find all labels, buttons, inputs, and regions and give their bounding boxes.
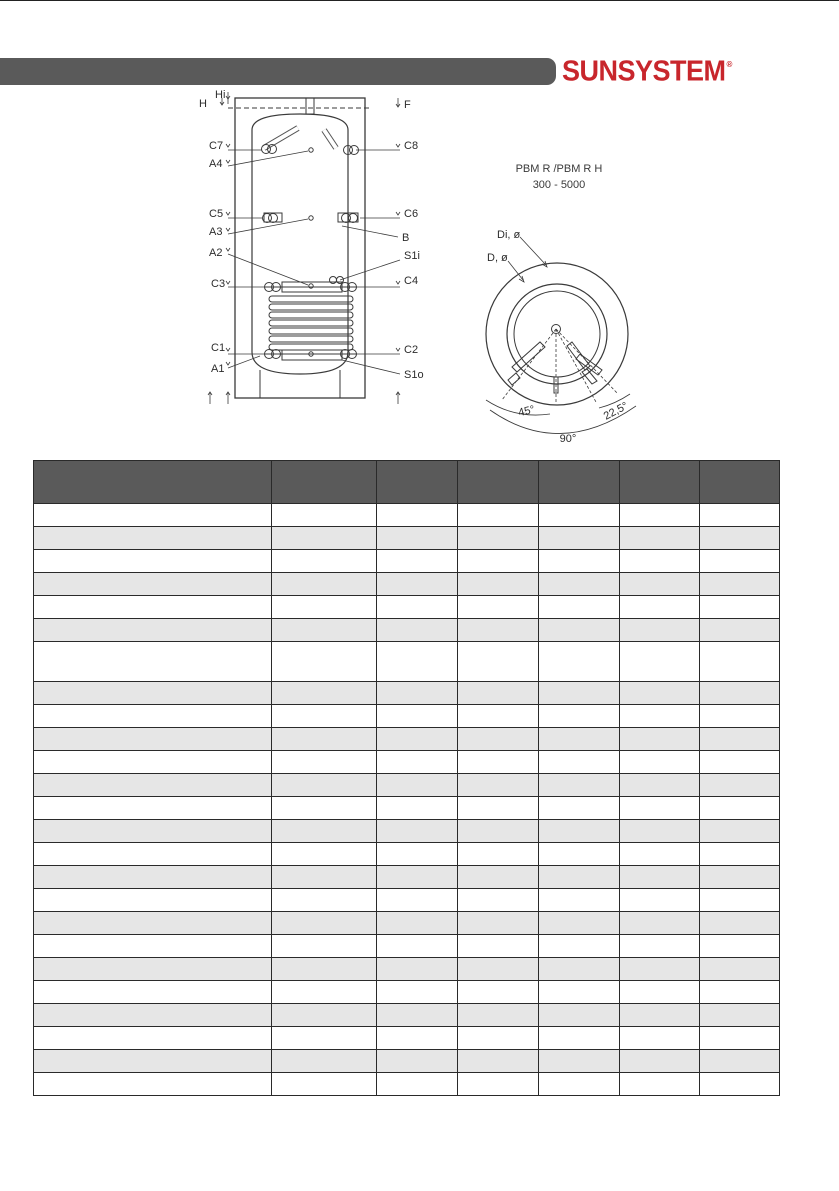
table-cell (620, 797, 700, 820)
table-cell (620, 820, 700, 843)
table-cell (700, 682, 780, 705)
table-cell (458, 820, 539, 843)
table-cell (34, 728, 272, 751)
table-cell (539, 682, 620, 705)
table-cell (34, 958, 272, 981)
table-row (34, 1004, 780, 1027)
table-cell (458, 504, 539, 527)
table-cell (700, 642, 780, 682)
table-cell (620, 682, 700, 705)
table-row (34, 774, 780, 797)
table-cell (700, 1073, 780, 1096)
table-row (34, 1073, 780, 1096)
table-cell (539, 1050, 620, 1073)
table-cell (539, 912, 620, 935)
table-cell (34, 797, 272, 820)
table-cell (539, 958, 620, 981)
table-cell (539, 797, 620, 820)
table-cell (34, 751, 272, 774)
table-cell (377, 527, 458, 550)
table-cell (272, 728, 377, 751)
table-row (34, 912, 780, 935)
table-cell (620, 642, 700, 682)
table-row (34, 682, 780, 705)
table-body (34, 504, 780, 1096)
table-cell (700, 1050, 780, 1073)
table-cell (700, 1004, 780, 1027)
table-cell (272, 642, 377, 682)
top-view-pipes (508, 342, 602, 393)
tank-top-view (486, 163, 636, 445)
specification-table (33, 460, 780, 1096)
table-cell (34, 935, 272, 958)
label-a4: A4 (209, 158, 223, 170)
pipe-c8 (324, 130, 359, 155)
angle-construction-lines (502, 329, 618, 402)
label-a2: A2 (209, 247, 223, 259)
table-cell (458, 935, 539, 958)
table-cell (539, 705, 620, 728)
table-row (34, 1050, 780, 1073)
table-cell (34, 705, 272, 728)
table-cell (700, 596, 780, 619)
table-cell (539, 774, 620, 797)
inner-diameter-circle (507, 284, 607, 384)
table-cell (458, 550, 539, 573)
table-cell (377, 682, 458, 705)
table-row (34, 981, 780, 1004)
table-cell (458, 774, 539, 797)
table-cell (272, 1004, 377, 1027)
table-cell (539, 866, 620, 889)
table-cell (272, 820, 377, 843)
table-cell (539, 619, 620, 642)
table-cell (620, 1073, 700, 1096)
table-cell (620, 550, 700, 573)
table-cell (620, 958, 700, 981)
table-cell (272, 705, 377, 728)
table-row (34, 619, 780, 642)
brand-name: SUNSYSTEM (562, 55, 726, 87)
table-cell (700, 958, 780, 981)
table-cell (620, 774, 700, 797)
table-cell (272, 619, 377, 642)
table-cell (458, 1050, 539, 1073)
table-cell (272, 751, 377, 774)
table-row (34, 642, 780, 682)
table-cell (272, 550, 377, 573)
table-cell (272, 504, 377, 527)
table-cell (272, 935, 377, 958)
table-cell (377, 728, 458, 751)
table-cell (458, 619, 539, 642)
table-cell (458, 642, 539, 682)
table-cell (377, 889, 458, 912)
table-cell (458, 596, 539, 619)
label-c3: C3 (211, 278, 226, 290)
table-cell (377, 705, 458, 728)
table-cell (34, 889, 272, 912)
top-outlet (306, 98, 314, 114)
brand-registered-mark: ® (726, 59, 732, 69)
table-cell (620, 1050, 700, 1073)
table-row (34, 573, 780, 596)
table-cell (272, 866, 377, 889)
table-cell (377, 843, 458, 866)
table-cell (458, 981, 539, 1004)
heat-exchanger-coil (264, 277, 357, 361)
table-cell (272, 1073, 377, 1096)
table-cell (272, 682, 377, 705)
diameter-leaders (508, 237, 547, 282)
table-cell (34, 981, 272, 1004)
table-cell (539, 550, 620, 573)
table-cell (620, 843, 700, 866)
table-row (34, 935, 780, 958)
table-cell (620, 751, 700, 774)
header-cell (34, 461, 272, 504)
header-cell (377, 461, 458, 504)
table-cell (458, 1004, 539, 1027)
table-cell (34, 642, 272, 682)
dimension-arrows (208, 92, 400, 404)
table-row (34, 1027, 780, 1050)
table-row (34, 596, 780, 619)
table-cell (620, 728, 700, 751)
table-cell (272, 912, 377, 935)
table-cell (700, 843, 780, 866)
label-c6: C6 (404, 208, 419, 220)
label-b: B (402, 232, 410, 244)
table-cell (377, 596, 458, 619)
header-cell (458, 461, 539, 504)
label-a3: A3 (209, 226, 223, 238)
sensor-a4 (309, 148, 313, 152)
table-row (34, 527, 780, 550)
table-cell (539, 596, 620, 619)
label-c2: C2 (404, 344, 419, 356)
table-row (34, 728, 780, 751)
table-cell (34, 774, 272, 797)
vessel-wall-circle (514, 291, 600, 377)
table-cell (700, 504, 780, 527)
table-cell (539, 981, 620, 1004)
label-c1: C1 (211, 342, 226, 354)
table-cell (458, 889, 539, 912)
table-cell (539, 1004, 620, 1027)
label-c8: C8 (404, 140, 419, 152)
label-s1o: S1o (404, 369, 424, 381)
table-cell (700, 728, 780, 751)
table-row (34, 550, 780, 573)
table-cell (700, 573, 780, 596)
top-rule (0, 0, 839, 1)
label-c4: C4 (404, 275, 419, 287)
table-cell (377, 1073, 458, 1096)
label-c7: C7 (209, 140, 224, 152)
header-cell (539, 461, 620, 504)
table-cell (620, 1004, 700, 1027)
table-cell (377, 751, 458, 774)
table-cell (458, 843, 539, 866)
table-cell (272, 1050, 377, 1073)
label-c5: C5 (209, 208, 224, 220)
label-angle-90: 90° (559, 433, 577, 445)
table-cell (620, 935, 700, 958)
top-view-model-line: PBM R /PBM R H (515, 163, 603, 175)
table-cell (620, 527, 700, 550)
label-hi: Hi (215, 89, 226, 101)
table-cell (458, 797, 539, 820)
table-row (34, 751, 780, 774)
table-cell (539, 843, 620, 866)
label-di-diameter: Di, ø (497, 229, 521, 241)
table-cell (539, 573, 620, 596)
table-cell (539, 935, 620, 958)
brand-logo (562, 55, 732, 88)
table-cell (377, 912, 458, 935)
table-cell (539, 527, 620, 550)
table-cell (458, 1027, 539, 1050)
label-h: H (199, 98, 207, 110)
table-cell (377, 981, 458, 1004)
table-cell (34, 596, 272, 619)
table-row (34, 797, 780, 820)
table-cell (377, 1027, 458, 1050)
table-cell (272, 889, 377, 912)
table-cell (700, 981, 780, 1004)
table-cell (458, 705, 539, 728)
table-cell (377, 797, 458, 820)
table-cell (34, 550, 272, 573)
table-cell (377, 866, 458, 889)
table-cell (458, 573, 539, 596)
table-cell (700, 550, 780, 573)
table-cell (34, 912, 272, 935)
table-header-row (34, 461, 780, 504)
table-cell (700, 889, 780, 912)
table-cell (377, 1004, 458, 1027)
technical-drawing (190, 84, 650, 456)
table-cell (377, 619, 458, 642)
table-cell (700, 774, 780, 797)
table-cell (377, 958, 458, 981)
table-cell (539, 820, 620, 843)
table-cell (620, 889, 700, 912)
table-cell (539, 889, 620, 912)
table-cell (34, 820, 272, 843)
table-cell (377, 573, 458, 596)
table-cell (700, 751, 780, 774)
table-cell (620, 596, 700, 619)
top-view-range: 300 - 5000 (532, 179, 586, 191)
pipe-c7 (262, 128, 299, 154)
table-cell (34, 866, 272, 889)
table-cell (620, 504, 700, 527)
table-cell (34, 1027, 272, 1050)
table-cell (34, 504, 272, 527)
table-row (34, 866, 780, 889)
table-cell (539, 1073, 620, 1096)
table-cell (700, 797, 780, 820)
table-cell (539, 504, 620, 527)
tank-front-view (199, 89, 424, 404)
label-f: F (404, 99, 411, 111)
label-angle-45: 45° (517, 403, 537, 420)
table-cell (458, 912, 539, 935)
table-cell (272, 527, 377, 550)
table-cell (272, 797, 377, 820)
table-cell (458, 958, 539, 981)
table-cell (34, 1050, 272, 1073)
header-banner (0, 58, 556, 85)
table-cell (458, 682, 539, 705)
table-cell (700, 705, 780, 728)
table-cell (377, 504, 458, 527)
table-cell (620, 619, 700, 642)
table-row (34, 705, 780, 728)
label-d-diameter: D, ø (487, 252, 508, 264)
pipe-c5 (263, 213, 283, 223)
table-cell (377, 1050, 458, 1073)
table-cell (272, 1027, 377, 1050)
table-row (34, 843, 780, 866)
header-cell (620, 461, 700, 504)
table-cell (34, 527, 272, 550)
table-cell (700, 912, 780, 935)
table-cell (700, 619, 780, 642)
table-cell (539, 751, 620, 774)
table-cell (700, 1027, 780, 1050)
table-cell (539, 1027, 620, 1050)
table-cell (272, 573, 377, 596)
table-cell (700, 935, 780, 958)
table-row (34, 958, 780, 981)
table-cell (34, 682, 272, 705)
table-row (34, 504, 780, 527)
table-row (34, 820, 780, 843)
label-angle-22-5: 22,5° (601, 399, 631, 423)
table-cell (620, 912, 700, 935)
header-cell (700, 461, 780, 504)
table-cell (377, 642, 458, 682)
table-cell (272, 774, 377, 797)
tank-outer-casing (235, 98, 365, 398)
label-s1i: S1i (404, 250, 420, 262)
table-cell (377, 774, 458, 797)
sensor-a3 (309, 216, 313, 220)
leader-lines (228, 150, 400, 374)
table-cell (377, 820, 458, 843)
table-cell (458, 728, 539, 751)
table-cell (458, 527, 539, 550)
table-cell (620, 981, 700, 1004)
table-cell (34, 619, 272, 642)
table-cell (620, 573, 700, 596)
table-cell (539, 642, 620, 682)
table-cell (272, 981, 377, 1004)
table-cell (377, 550, 458, 573)
table-cell (620, 1027, 700, 1050)
table-cell (539, 728, 620, 751)
table-cell (377, 935, 458, 958)
table-row (34, 889, 780, 912)
label-a1: A1 (211, 363, 225, 375)
table-cell (34, 1004, 272, 1027)
table-cell (34, 1073, 272, 1096)
table-cell (458, 1073, 539, 1096)
table-cell (620, 866, 700, 889)
table-cell (700, 527, 780, 550)
table-cell (272, 596, 377, 619)
table-cell (34, 573, 272, 596)
table-cell (272, 958, 377, 981)
table-cell (620, 705, 700, 728)
table-cell (458, 751, 539, 774)
table-cell (700, 820, 780, 843)
header-cell (272, 461, 377, 504)
table-cell (458, 866, 539, 889)
table-cell (34, 843, 272, 866)
table-cell (700, 866, 780, 889)
table-cell (272, 843, 377, 866)
